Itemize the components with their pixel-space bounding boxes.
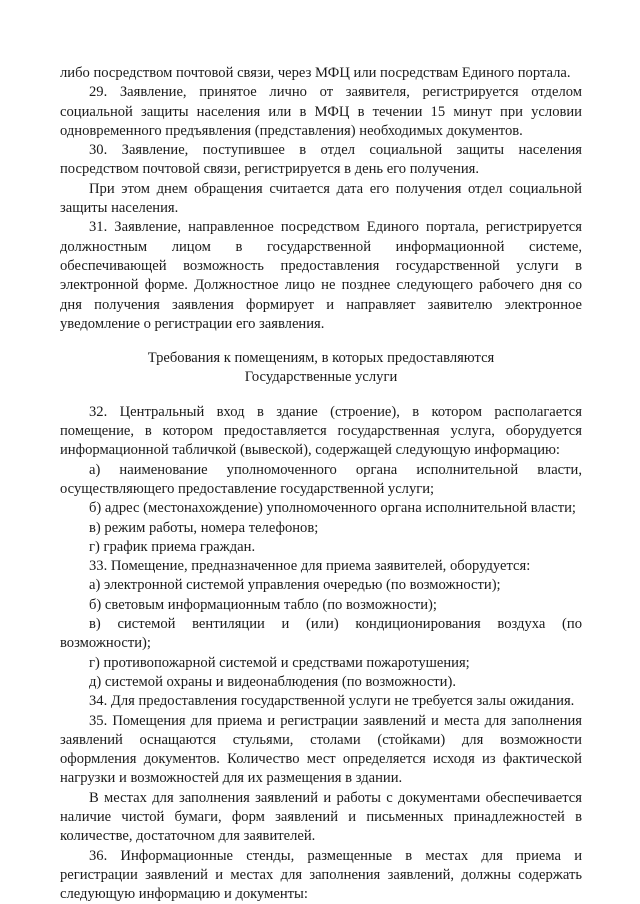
paragraph-29: 29. Заявление, принятое лично от заявителя, регистрируется отделом социальной защиты населения или в МФЦ в течении 15 минут при условии одновременного предъявления (представления) необходимых документов. <box>60 84 582 139</box>
document-page <box>60 64 582 904</box>
paragraph-31: 31. Заявление, направленное посредством Единого портала, регистрируется должностным лицом в государственной информационной системе, обеспечивающей возможность предоставления государственной услуги в электронной форме. Должностное лицо не позднее следующего рабочего дня со дня получения заявления формирует и направляет заявителю электронное уведомление о регистрации его заявления. <box>60 219 582 332</box>
list-item-33v: в) системой вентиляции и (или) кондиционирования воздуха (по возможности); <box>60 616 582 652</box>
list-item-33d: д) системой охраны и видеонаблюдения (по возможности). <box>89 673 457 690</box>
list-item-33g: г) противопожарной системой и средствами пожаротушения; <box>89 654 470 671</box>
list-item-32g: г) график приема граждан. <box>89 538 256 555</box>
section-heading-line-2: Государственные услуги <box>244 369 398 386</box>
list-item-33b: б) световым информационным табло (по возможности); <box>89 596 437 613</box>
paragraph-continuation: либо посредством почтовой связи, через МФЦ или посредствам Единого портала. <box>60 65 571 81</box>
section-heading <box>60 349 582 388</box>
list-item-32b: б) адрес (местонахождение) уполномоченного органа исполнительной власти; <box>89 500 576 517</box>
list-item-32v: в) режим работы, номера телефонов; <box>89 519 319 536</box>
paragraph-30: 30. Заявление, поступившее в отдел социальной защиты населения посредством почтовой связи, регистрируется в день его получения. <box>60 142 582 178</box>
paragraph-33: 33. Помещение, предназначенное для приема заявителей, оборудуется: <box>89 558 531 575</box>
section-after-heading <box>60 403 582 904</box>
list-item-33a: а) электронной системой управления очередью (по возможности); <box>89 577 501 594</box>
paragraph-36: 36. Информационные стенды, размещенные в местах для приема и регистрации заявлений и местах для заполнения заявлений, должны содержать следующую информацию и документы: <box>60 847 582 903</box>
list-item-32a: а) наименование уполномоченного органа исполнительной власти, осуществляющего предоставление государственной услуги; <box>60 461 582 497</box>
section-before-heading <box>60 64 582 334</box>
paragraph-30-note: При этом днем обращения считается дата его получения отдел социальной защиты населения. <box>60 180 582 217</box>
paragraph-35: 35. Помещения для приема и регистрации заявлений и места для заполнения заявлений оснащаются стульями, столами (стойками) для возможности оформления документов. Количество мест определяется исходя из фактической нагрузки и возможностей для их размещения в здании. <box>60 712 582 787</box>
paragraph-35-supplies: В местах для заполнения заявлений и работы с документами обеспечивается наличие чистой бумаги, форм заявлений и письменных принадлежностей в количестве, достаточном для заявителей. <box>60 789 582 845</box>
paragraph-32: 32. Центральный вход в здание (строение), в котором располагается помещение, в котором предоставляется государственная услуга, оборудуется информационной табличкой (вывеской), содержащей следующую информацию: <box>60 403 582 459</box>
paragraph-34: 34. Для предоставления государственной услуги не требуется залы ожидания. <box>89 693 575 710</box>
section-heading-line-1: Требования к помещениям, в которых предоставляются <box>147 350 495 367</box>
